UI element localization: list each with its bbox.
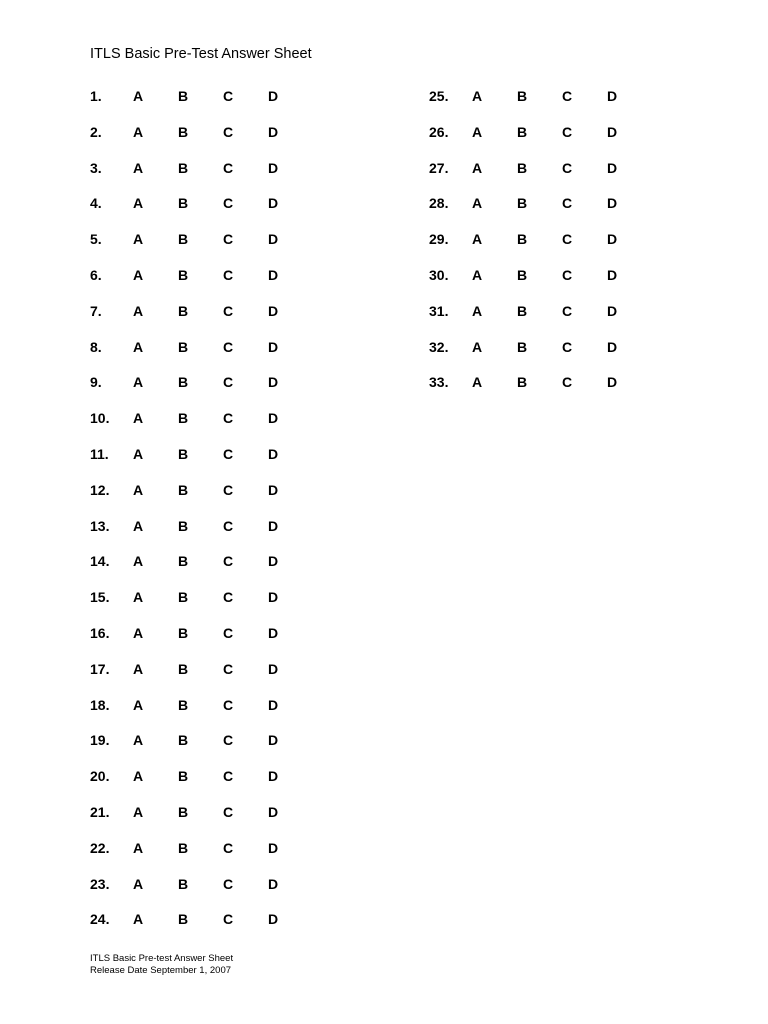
answer-option-d[interactable]: D xyxy=(267,553,279,570)
answer-option-a[interactable]: A xyxy=(471,195,483,212)
question-row xyxy=(90,337,350,357)
answer-option-c[interactable]: C xyxy=(222,625,234,641)
answer-option-a[interactable]: A xyxy=(471,123,483,140)
question-row xyxy=(429,265,689,285)
answer-option-b[interactable]: B xyxy=(177,123,189,140)
answer-option-b[interactable]: B xyxy=(177,338,189,355)
question-row xyxy=(90,838,350,858)
answer-option-a[interactable]: A xyxy=(132,302,144,319)
answer-option-c[interactable]: C xyxy=(561,338,573,355)
question-number: 6. xyxy=(90,267,102,283)
answer-option-d[interactable]: D xyxy=(606,267,618,283)
question-row xyxy=(90,265,350,285)
question-row xyxy=(90,730,350,750)
question-row xyxy=(429,158,689,178)
answer-option-c[interactable]: C xyxy=(222,589,234,606)
answer-option-c[interactable]: C xyxy=(561,267,573,283)
question-number: 28. xyxy=(429,195,449,212)
answer-option-b[interactable]: B xyxy=(177,589,189,606)
answer-option-d[interactable]: D xyxy=(606,88,618,104)
answer-option-a[interactable]: A xyxy=(132,267,144,283)
answer-option-c[interactable]: C xyxy=(222,553,234,570)
answer-option-d[interactable]: D xyxy=(606,159,618,176)
question-number: 13. xyxy=(90,517,110,534)
answer-option-d[interactable]: D xyxy=(267,768,279,785)
question-number: 32. xyxy=(429,338,449,355)
answer-option-d[interactable]: D xyxy=(606,302,618,319)
answer-option-b[interactable]: B xyxy=(177,195,189,212)
answer-option-c[interactable]: C xyxy=(222,768,234,785)
question-row xyxy=(90,444,350,464)
answer-option-c[interactable]: C xyxy=(222,338,234,355)
answer-option-d[interactable]: D xyxy=(267,231,279,248)
footer xyxy=(90,953,233,976)
question-row xyxy=(90,86,350,106)
answer-option-b[interactable]: B xyxy=(177,553,189,570)
answer-option-b[interactable]: B xyxy=(177,88,189,104)
question-row xyxy=(90,516,350,536)
answer-option-c[interactable]: C xyxy=(222,123,234,140)
answer-option-b[interactable]: B xyxy=(516,338,528,355)
answer-option-d[interactable]: D xyxy=(606,231,618,248)
question-number: 26. xyxy=(429,123,449,140)
answer-option-a[interactable]: A xyxy=(132,123,144,140)
answer-option-a[interactable]: A xyxy=(471,267,483,283)
answer-option-a[interactable]: A xyxy=(132,410,144,427)
question-row xyxy=(90,480,350,500)
answer-option-c[interactable]: C xyxy=(222,696,234,713)
question-number: 27. xyxy=(429,159,449,176)
page-title: ITLS Basic Pre-Test Answer Sheet xyxy=(90,46,312,62)
answer-option-b[interactable]: B xyxy=(177,446,189,462)
answer-option-b[interactable]: B xyxy=(516,195,528,212)
question-row xyxy=(90,909,350,929)
answer-option-c[interactable]: C xyxy=(561,374,573,391)
question-number: 15. xyxy=(90,589,110,606)
answer-option-b[interactable]: B xyxy=(177,374,189,391)
answer-option-b[interactable]: B xyxy=(516,302,528,319)
answer-option-b[interactable]: B xyxy=(516,159,528,176)
answer-option-d[interactable]: D xyxy=(267,660,279,677)
question-row xyxy=(90,372,350,392)
answer-option-d[interactable]: D xyxy=(267,696,279,713)
answer-option-c[interactable]: C xyxy=(222,302,234,319)
answer-option-b[interactable]: B xyxy=(177,481,189,498)
question-number: 33. xyxy=(429,374,449,391)
answer-option-d[interactable]: D xyxy=(267,481,279,498)
answer-option-a[interactable]: A xyxy=(471,338,483,355)
answer-option-a[interactable]: A xyxy=(132,159,144,176)
question-row xyxy=(429,337,689,357)
question-number: 31. xyxy=(429,302,449,319)
question-row xyxy=(90,551,350,571)
answer-option-b[interactable]: B xyxy=(177,839,189,856)
question-number: 14. xyxy=(90,553,110,570)
question-row xyxy=(90,122,350,142)
answer-option-b[interactable]: B xyxy=(177,911,189,928)
answer-option-c[interactable]: C xyxy=(222,374,234,391)
answer-option-d[interactable]: D xyxy=(606,338,618,355)
question-row xyxy=(90,623,350,643)
answer-option-c[interactable]: C xyxy=(561,231,573,248)
answer-option-b[interactable]: B xyxy=(177,732,189,749)
answer-option-b[interactable]: B xyxy=(177,410,189,427)
answer-option-a[interactable]: A xyxy=(132,911,144,928)
answer-option-a[interactable]: A xyxy=(132,553,144,570)
question-row xyxy=(90,802,350,822)
question-number: 4. xyxy=(90,195,102,212)
answer-option-d[interactable]: D xyxy=(267,123,279,140)
answer-option-b[interactable]: B xyxy=(516,231,528,248)
answer-option-c[interactable]: C xyxy=(222,732,234,749)
question-number: 16. xyxy=(90,625,110,641)
question-number: 11. xyxy=(90,446,109,462)
answer-option-d[interactable]: D xyxy=(606,123,618,140)
question-row xyxy=(90,408,350,428)
answer-option-d[interactable]: D xyxy=(606,374,618,391)
question-number: 10. xyxy=(90,410,110,427)
answer-option-c[interactable]: C xyxy=(561,123,573,140)
question-number: 21. xyxy=(90,804,110,820)
answer-option-d[interactable]: D xyxy=(267,625,279,641)
answer-option-c[interactable]: C xyxy=(222,517,234,534)
answer-option-a[interactable]: A xyxy=(471,374,483,391)
answer-option-a[interactable]: A xyxy=(132,696,144,713)
footer-title: ITLS Basic Pre-test Answer Sheet xyxy=(90,953,234,964)
question-row xyxy=(429,86,689,106)
question-number: 12. xyxy=(90,481,110,498)
question-number: 3. xyxy=(90,159,102,176)
question-number: 1. xyxy=(90,88,102,104)
answer-option-a[interactable]: A xyxy=(132,374,144,391)
answer-option-a[interactable]: A xyxy=(132,625,144,641)
question-number: 23. xyxy=(90,875,110,892)
answer-option-b[interactable]: B xyxy=(177,302,189,319)
answer-option-b[interactable]: B xyxy=(516,123,528,140)
answer-option-c[interactable]: C xyxy=(222,839,234,856)
answer-option-a[interactable]: A xyxy=(132,195,144,212)
footer-release-date: Release Date September 1, 2007 xyxy=(90,964,232,976)
answer-option-a[interactable]: A xyxy=(132,875,144,892)
answer-option-b[interactable]: B xyxy=(177,267,189,283)
question-row xyxy=(90,695,350,715)
answer-option-d[interactable]: D xyxy=(267,911,279,928)
answer-option-c[interactable]: C xyxy=(222,660,234,677)
answer-option-d[interactable]: D xyxy=(267,875,279,892)
question-row xyxy=(90,193,350,213)
question-row xyxy=(90,229,350,249)
answer-option-c[interactable]: C xyxy=(561,159,573,176)
answer-option-b[interactable]: B xyxy=(177,696,189,713)
answer-option-d[interactable]: D xyxy=(267,804,279,820)
answer-option-b[interactable]: B xyxy=(516,88,528,104)
answer-option-c[interactable]: C xyxy=(222,875,234,892)
answer-option-d[interactable]: D xyxy=(267,88,279,104)
question-row xyxy=(429,229,689,249)
question-row xyxy=(90,301,350,321)
answer-option-d[interactable]: D xyxy=(267,338,279,355)
question-row xyxy=(90,659,350,679)
answer-option-a[interactable]: A xyxy=(132,446,144,462)
question-number: 19. xyxy=(90,732,110,749)
answer-option-b[interactable]: B xyxy=(516,267,528,283)
answer-option-d[interactable]: D xyxy=(606,195,618,212)
answer-option-c[interactable]: C xyxy=(561,88,573,104)
answer-option-a[interactable]: A xyxy=(132,589,144,606)
answer-option-b[interactable]: B xyxy=(177,768,189,785)
question-number: 29. xyxy=(429,231,449,248)
answer-option-c[interactable]: C xyxy=(222,410,234,427)
answer-option-c[interactable]: C xyxy=(222,195,234,212)
question-row xyxy=(429,193,689,213)
answer-option-c[interactable]: C xyxy=(222,88,234,104)
answer-option-d[interactable]: D xyxy=(267,267,279,283)
question-number: 8. xyxy=(90,338,102,355)
question-number: 22. xyxy=(90,839,110,856)
answer-option-b[interactable]: B xyxy=(177,625,189,641)
answer-option-b[interactable]: B xyxy=(177,159,189,176)
answer-option-b[interactable]: B xyxy=(177,660,189,677)
answer-option-a[interactable]: A xyxy=(132,517,144,534)
answer-option-d[interactable]: D xyxy=(267,302,279,319)
answer-option-c[interactable]: C xyxy=(561,195,573,212)
question-number: 24. xyxy=(90,911,110,928)
answer-option-d[interactable]: D xyxy=(267,446,279,462)
question-number: 9. xyxy=(90,374,102,391)
answer-option-a[interactable]: A xyxy=(471,302,483,319)
answer-option-c[interactable]: C xyxy=(222,446,234,462)
answer-option-d[interactable]: D xyxy=(267,517,279,534)
answer-option-a[interactable]: A xyxy=(471,88,483,104)
answer-option-a[interactable]: A xyxy=(471,159,483,176)
answer-option-b[interactable]: B xyxy=(177,804,189,820)
question-row xyxy=(90,874,350,894)
answer-option-d[interactable]: D xyxy=(267,159,279,176)
question-number: 5. xyxy=(90,231,102,248)
answer-option-d[interactable]: D xyxy=(267,589,279,606)
question-number: 7. xyxy=(90,302,102,319)
answer-option-a[interactable]: A xyxy=(132,732,144,749)
answer-option-d[interactable]: D xyxy=(267,195,279,212)
answer-option-a[interactable]: A xyxy=(471,231,483,248)
answer-option-a[interactable]: A xyxy=(132,481,144,498)
question-number: 18. xyxy=(90,696,110,713)
answer-option-a[interactable]: A xyxy=(132,88,144,104)
answer-option-c[interactable]: C xyxy=(222,159,234,176)
answer-option-d[interactable]: D xyxy=(267,732,279,749)
question-number: 30. xyxy=(429,267,449,283)
question-row xyxy=(90,766,350,786)
question-row xyxy=(90,587,350,607)
answer-option-a[interactable]: A xyxy=(132,768,144,785)
answer-option-a[interactable]: A xyxy=(132,231,144,248)
answer-option-c[interactable]: C xyxy=(222,481,234,498)
answer-option-b[interactable]: B xyxy=(177,875,189,892)
answer-option-d[interactable]: D xyxy=(267,839,279,856)
answer-option-b[interactable]: B xyxy=(177,517,189,534)
question-row xyxy=(429,372,689,392)
answer-option-d[interactable]: D xyxy=(267,374,279,391)
question-row xyxy=(429,301,689,321)
question-row xyxy=(429,122,689,142)
answer-option-a[interactable]: A xyxy=(132,839,144,856)
answer-option-c[interactable]: C xyxy=(222,231,234,248)
question-number: 2. xyxy=(90,123,102,140)
answer-option-a[interactable]: A xyxy=(132,660,144,677)
question-number: 25. xyxy=(429,88,449,104)
answer-option-a[interactable]: A xyxy=(132,338,144,355)
question-number: 20. xyxy=(90,768,110,785)
answer-option-c[interactable]: C xyxy=(561,302,573,319)
question-row xyxy=(90,158,350,178)
answer-option-b[interactable]: B xyxy=(516,374,528,391)
answer-option-c[interactable]: C xyxy=(222,911,234,928)
answer-option-c[interactable]: C xyxy=(222,267,234,283)
answer-option-c[interactable]: C xyxy=(222,804,234,820)
answer-option-d[interactable]: D xyxy=(267,410,279,427)
answer-option-a[interactable]: A xyxy=(132,804,144,820)
answer-option-b[interactable]: B xyxy=(177,231,189,248)
question-number: 17. xyxy=(90,660,110,677)
